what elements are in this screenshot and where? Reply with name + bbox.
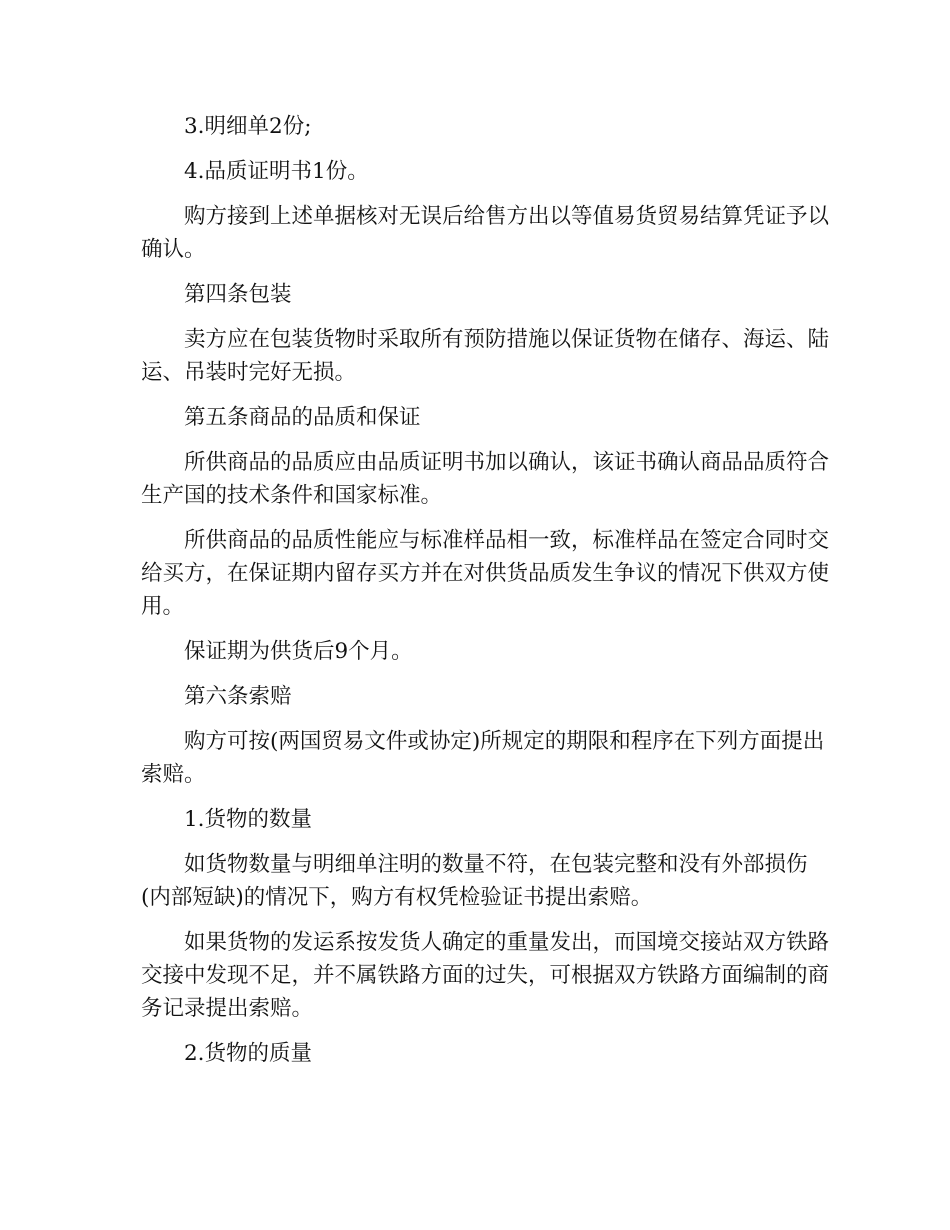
paragraph-confirmation: 购方接到上述单据核对无误后给售方出以等值易货贸易结算凭证予以确认。: [141, 204, 830, 262]
paragraph-packaging: 卖方应在包装货物时采取所有预防措施以保证货物在储存、海运、陆运、吊装时完好无损。: [141, 327, 830, 385]
paragraph-quality-certificate: 所供商品的品质应由品质证明书加以确认，该证书确认商品品质符合生产国的技术条件和国家标准。: [141, 450, 830, 508]
heading-article-6: 第六条索赔: [184, 684, 292, 709]
list-item-quantity: 1.货物的数量: [184, 807, 313, 832]
paragraph-quantity-mismatch: 如货物数量与明细单注明的数量不符，在包装完整和没有外部损伤(内部短缺)的情况下，购方有权凭检验证书提出索赔。: [141, 852, 808, 910]
list-item-detail-sheet: 3.明细单2份;: [184, 114, 312, 139]
paragraph-warranty-period: 保证期为供货后9个月。: [184, 639, 413, 664]
heading-article-4: 第四条包装: [184, 282, 292, 307]
paragraph-weight-shortage: 如果货物的发运系按发货人确定的重量发出，而国境交接站双方铁路交接中发现不足，并不属铁路方面的过失，可根据双方铁路方面编制的商务记录提出索赔。: [141, 930, 830, 1021]
list-item-quality: 2.货物的质量: [184, 1041, 313, 1066]
heading-article-5: 第五条商品的品质和保证: [184, 405, 421, 430]
list-item-quality-certificate: 4.品质证明书1份。: [184, 159, 369, 184]
document-body: [141, 110, 831, 1082]
paragraph-claims: 购方可按(两国贸易文件或协定)所规定的期限和程序在下列方面提出索赔。: [141, 729, 825, 787]
paragraph-standard-sample: 所供商品的品质性能应与标准样品相一致，标准样品在签定合同时交给买方，在保证期内留存买方并在对供货品质发生争议的情况下供双方使用。: [141, 528, 830, 619]
